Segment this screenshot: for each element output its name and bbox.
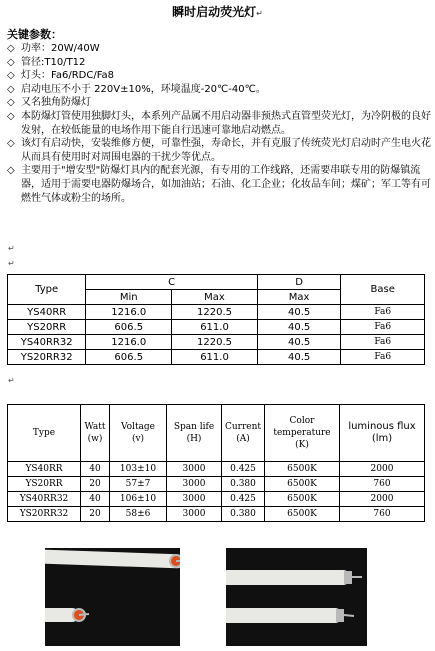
cell-span-life: 3000 bbox=[167, 477, 222, 492]
header-color-temperature bbox=[265, 405, 340, 462]
header-c: C bbox=[86, 275, 258, 290]
cell-luminous-flux: 2000 bbox=[340, 492, 425, 507]
cell-c-max: 1220.5 bbox=[172, 305, 258, 320]
cell-d-max: 40.5 bbox=[257, 335, 341, 350]
paragraph-mark: ↵ bbox=[8, 376, 15, 385]
table-row bbox=[8, 335, 425, 350]
param-item bbox=[7, 83, 431, 97]
cell-voltage: 57±7 bbox=[110, 477, 167, 492]
diamond-bullet-icon: ◇ bbox=[7, 83, 15, 95]
paragraph-mark: ↵ bbox=[256, 9, 263, 18]
cell-luminous-flux: 760 bbox=[340, 477, 425, 492]
header-lux-label: luminous flux bbox=[348, 421, 416, 432]
header-voltage-label: Voltage bbox=[120, 422, 156, 432]
header-type bbox=[8, 405, 81, 462]
cell-current: 0.380 bbox=[222, 507, 265, 522]
param-text: 管径:T10/T12 bbox=[21, 56, 86, 68]
header-watt-label: Watt bbox=[84, 422, 106, 432]
cell-c-max: 611.0 bbox=[172, 320, 258, 335]
param-text: 启动电压不小于 220V±10%，环境温度-20℃-40℃。 bbox=[21, 83, 266, 95]
cell-current: 0.425 bbox=[222, 462, 265, 477]
table-row bbox=[8, 305, 425, 320]
lamp-tubes-image bbox=[226, 548, 367, 646]
cell-c-max: 1220.5 bbox=[172, 335, 258, 350]
cell-watt: 40 bbox=[81, 492, 110, 507]
diamond-bullet-icon: ◇ bbox=[7, 138, 15, 150]
param-item bbox=[7, 164, 431, 205]
cell-span-life: 3000 bbox=[167, 507, 222, 522]
header-base: Base bbox=[341, 275, 425, 305]
header-voltage bbox=[110, 405, 167, 462]
diamond-bullet-icon: ◇ bbox=[7, 43, 15, 54]
cell-type: YS20RR bbox=[8, 477, 81, 492]
cell-base: Fa6 bbox=[341, 335, 425, 350]
diamond-bullet-icon: ◇ bbox=[7, 165, 15, 177]
cell-base: Fa6 bbox=[341, 305, 425, 320]
header-d: D bbox=[257, 275, 341, 290]
cell-type: YS20RR32 bbox=[8, 350, 86, 365]
cell-c-min: 1216.0 bbox=[86, 305, 172, 320]
header-c-max: Max bbox=[172, 290, 258, 305]
lamp-caps-image bbox=[45, 548, 180, 646]
lamp-caps-photo bbox=[45, 548, 180, 646]
param-text: 又名独角防爆灯 bbox=[21, 97, 91, 109]
header-type: Type bbox=[8, 275, 86, 305]
header-span-label: Span life bbox=[173, 422, 215, 432]
cell-d-max: 40.5 bbox=[257, 305, 341, 320]
title-text: 瞬时启动荧光灯 bbox=[172, 5, 257, 19]
header-c-min: Min bbox=[86, 290, 172, 305]
cell-span-life: 3000 bbox=[167, 492, 222, 507]
cell-c-max: 611.0 bbox=[172, 350, 258, 365]
param-item bbox=[7, 56, 431, 70]
table-row bbox=[8, 462, 425, 477]
table-header-row bbox=[8, 275, 425, 290]
diamond-bullet-icon: ◇ bbox=[7, 70, 15, 82]
cell-color-temperature: 6500K bbox=[265, 477, 340, 492]
header-color-unit: (K) bbox=[295, 440, 309, 450]
table-row bbox=[8, 320, 425, 335]
cell-color-temperature: 6500K bbox=[265, 507, 340, 522]
header-d-max: Max bbox=[257, 290, 341, 305]
param-text: 该灯有启动快，安装维修方便，可靠性强，寿命长，并有克服了传统荧光灯启动时产生电火花从而具有使用时对周围电器的干扰少等优点。 bbox=[21, 138, 431, 163]
header-current bbox=[222, 405, 265, 462]
cell-c-min: 606.5 bbox=[86, 320, 172, 335]
key-params-list bbox=[7, 42, 431, 205]
paragraph-mark: ↵ bbox=[8, 259, 15, 268]
cell-type: YS40RR bbox=[8, 462, 81, 477]
cell-color-temperature: 6500K bbox=[265, 462, 340, 477]
cell-c-min: 1216.0 bbox=[86, 335, 172, 350]
header-watt bbox=[81, 405, 110, 462]
cell-span-life: 3000 bbox=[167, 462, 222, 477]
param-item bbox=[7, 42, 431, 56]
header-current-label: Current bbox=[224, 422, 262, 432]
cell-luminous-flux: 2000 bbox=[340, 462, 425, 477]
header-type-label: Type bbox=[32, 428, 56, 438]
paragraph-mark: ↵ bbox=[8, 244, 15, 253]
cell-color-temperature: 6500K bbox=[265, 492, 340, 507]
cell-watt: 20 bbox=[81, 507, 110, 522]
cell-type: YS40RR32 bbox=[8, 492, 81, 507]
header-current-unit: (A) bbox=[236, 434, 250, 444]
cell-d-max: 40.5 bbox=[257, 350, 341, 365]
table-header-row bbox=[8, 405, 425, 462]
table-row bbox=[8, 350, 425, 365]
header-voltage-unit: (v) bbox=[131, 434, 145, 444]
param-text: 主要用于"增安型"防爆灯具内的配套光源，有专用的工作线路，还需要串联专用的防爆镇流器，适用于需要电器防爆场合，如加油站；石油、化工企业；化妆品车间；煤矿；军工等有可燃性气体或粉尘的场所。 bbox=[21, 165, 431, 204]
cell-luminous-flux: 760 bbox=[340, 507, 425, 522]
cell-voltage: 58±6 bbox=[110, 507, 167, 522]
header-span-life bbox=[167, 405, 222, 462]
param-item bbox=[7, 96, 431, 110]
param-text: 本防爆灯管使用独脚灯头，本系列产品属不用启动器非预热式直管型荧光灯，为冷阴极的良好发射，在较低能量的电场作用下能自行迅速可靠地启动燃点。 bbox=[21, 110, 431, 136]
cell-voltage: 103±10 bbox=[110, 462, 167, 477]
diamond-bullet-icon: ◇ bbox=[7, 110, 15, 122]
header-luminous-flux bbox=[340, 405, 425, 462]
lamp-tubes-photo bbox=[226, 548, 367, 646]
cell-watt: 20 bbox=[81, 477, 110, 492]
param-item bbox=[7, 137, 431, 164]
header-color-label: Color temperature bbox=[273, 416, 331, 438]
cell-voltage: 106±10 bbox=[110, 492, 167, 507]
table-row bbox=[8, 492, 425, 507]
cell-current: 0.380 bbox=[222, 477, 265, 492]
param-item bbox=[7, 110, 431, 137]
electrical-specs-table bbox=[7, 404, 425, 522]
cell-watt: 40 bbox=[81, 462, 110, 477]
diamond-bullet-icon: ◇ bbox=[7, 97, 15, 109]
diamond-bullet-icon: ◇ bbox=[7, 56, 15, 68]
table-row bbox=[8, 477, 425, 492]
cell-type: YS40RR bbox=[8, 305, 86, 320]
cell-type: YS20RR bbox=[8, 320, 86, 335]
cell-type: YS20RR32 bbox=[8, 507, 81, 522]
param-text: 功率：20W/40W bbox=[21, 43, 100, 54]
document-title bbox=[0, 3, 435, 20]
cell-base: Fa6 bbox=[341, 350, 425, 365]
key-params-heading: 关键参数： bbox=[7, 28, 62, 41]
header-watt-unit: (w) bbox=[87, 434, 103, 444]
header-lux-unit: (lm) bbox=[371, 433, 393, 444]
cell-type: YS40RR32 bbox=[8, 335, 86, 350]
param-text: 灯头：Fa6/RDC/Fa8 bbox=[21, 70, 115, 82]
header-span-unit: (H) bbox=[186, 434, 202, 444]
cell-current: 0.425 bbox=[222, 492, 265, 507]
param-item bbox=[7, 69, 431, 83]
cell-c-min: 606.5 bbox=[86, 350, 172, 365]
cell-base: Fa6 bbox=[341, 320, 425, 335]
cell-d-max: 40.5 bbox=[257, 320, 341, 335]
dimensions-table bbox=[7, 274, 425, 365]
table-row bbox=[8, 507, 425, 522]
